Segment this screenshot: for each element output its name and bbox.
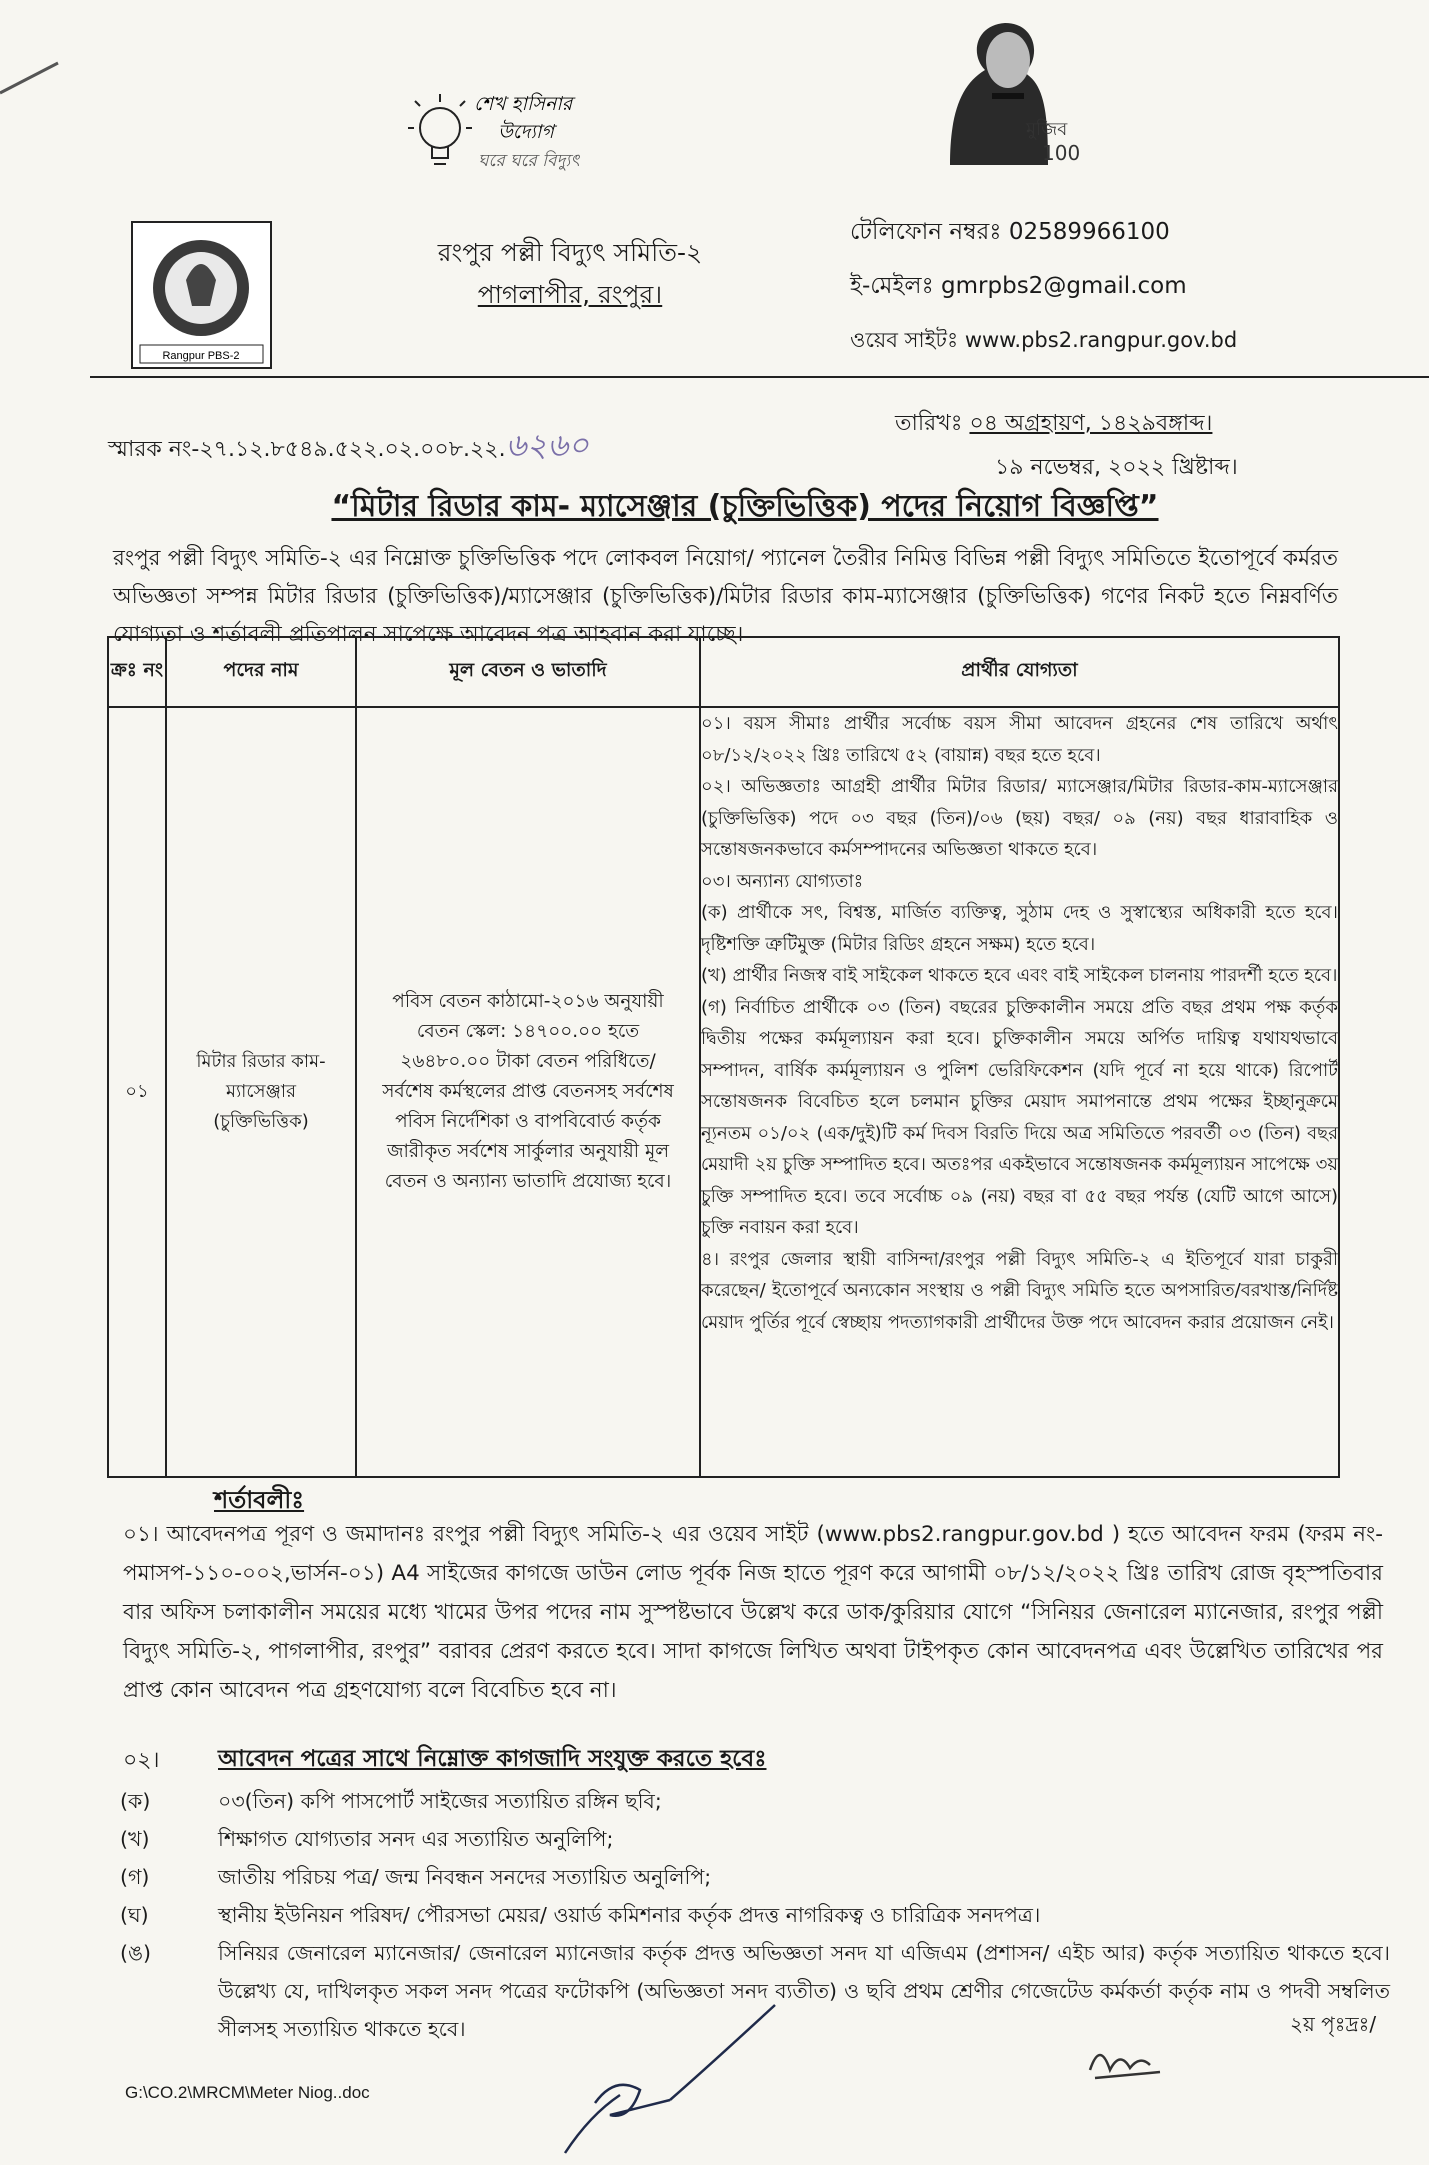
header-post: পদের নাম [166,637,356,707]
list-item-text: শিক্ষাগত যোগ্যতার সনদ এর সত্যায়িত অনুলিপি; [218,1827,614,1851]
conditions-heading: শর্তাবলীঃ [214,1486,305,1514]
header-serial: ক্রঃ নং [108,637,166,707]
mujib-100-logo [930,15,1080,175]
list-item-label: (ক) [120,1789,151,1813]
bulb-icon [400,80,630,190]
cell-qualifications [700,707,1339,1477]
list-item-label: (ঘ) [120,1903,149,1927]
memo-reference [108,420,589,474]
condition-2-heading: আবেদন পত্রের সাথে নিম্নোক্ত কাগজাদি সংযুক্ত করতে হবেঃ [218,1746,767,1772]
pbs-logo [130,220,273,370]
email: ই-মেইলঃ gmrpbs2@gmail.com [850,273,1187,299]
list-item-text: ০৩(তিন) কপি পাসপোর্ট সাইজের সত্যায়িত রঙ্গিন ছবি; [218,1789,662,1813]
telephone: টেলিফোন নম্বরঃ 02589966100 [850,219,1170,245]
gear-bulb-icon [130,220,273,370]
qualification-other-b: (খ) প্রার্থীর নিজস্ব বাই সাইকেল থাকতে হবে এবং বাই সাইকেল চালনায় পারদর্শী হতে হবে। [701,965,1338,986]
portrait-icon [930,15,1080,175]
qualification-other-a: (ক) প্রার্থীকে সৎ, বিশ্বস্ত, মার্জিত ব্যক্তিত্ব, সুঠাম দেহ ও সুস্বাস্থ্যের অধিকারী হতে হবে। দৃষ্টিশক্তি ত্রুটিমুক্ত (মিটার রিডিং গ্রহনে সক্ষম) হতে হবে। [701,902,1338,955]
signature-initial [1080,2030,1180,2090]
list-item-label: (খ) [120,1827,150,1851]
mujib-text: মুজিব [1026,119,1068,140]
memo-ref-text: স্মারক নং-২৭.১২.৮৫৪৯.৫২২.০২.০০৮.২২. [108,437,506,462]
list-item-label: (ঙ) [120,1941,152,1965]
memo-ref-handwritten: ৬২৬০ [505,426,589,464]
table-header-row [108,637,1339,707]
org-address: পাগলাপীর, রংপুর। [477,280,663,309]
header-divider [90,376,1429,378]
salary-text: পবিস বেতন কাঠামো-২০১৬ অনুযায়ী বেতন স্কেল: ১৪৭০০.০০ হতে ২৬৪৮০.০০ টাকা বেতন পরিধিতে/সর্বশেষ কর্মস্থলের প্রাপ্ত বেতনসহ সর্বশেষ পবিস নির্দেশিকা ও বাপবিবোর্ড কর্তৃক জারীকৃত সর্বশেষ সার্কুলার অনুযায়ী মূল বেতন ও অন্যান্য ভাতাদি প্রযোজ্য হবে। [382,991,674,1192]
list-item [120,1782,1390,1820]
qualification-experience: ০২। অভিজ্ঞতাঃ আগ্রহী প্রার্থীর মিটার রিডার/ ম্যাসেঞ্জার/মিটার রিডার-কাম-ম্যাসেঞ্জার (চুক্তিভিত্তিক) পদে ০৩ বছর (তিন)/০৬ (ছয়) বছর/ ০৯ (নয়) বছর ধারাবাহিক ও সন্তোষজনকভাবে কর্মসম্পাদনের অভিজ্ঞতা থাকতে হবে। [701,776,1338,860]
pen-mark [0,55,60,95]
organization-block [330,232,810,316]
date-bangla: ০৪ অগ্রহায়ণ, ১৪২৯বঙ্গাব্দ। [969,411,1213,436]
table-row [108,707,1339,1477]
org-name: রংপুর পল্লী বিদ্যুৎ সমিতি-২ [437,238,703,267]
cell-salary [356,707,700,1477]
requirements-table [107,636,1340,1478]
condition-2-number: ০২। [123,1748,160,1773]
campaign-line2: উদ্যোগ [498,121,554,143]
list-item [120,1820,1390,1858]
qualification-other-c: (গ) নির্বাচিত প্রার্থীকে ০৩ (তিন) বছরের চুক্তিকালীন সময়ে প্রতি বছর প্রথম পক্ষ কর্তৃক দ্বিতীয় পক্ষের কর্মমূল্যায়ন করা হবে। চুক্তিকালীন সময়ে অর্পিত দায়িত্ব যথাযথভাবে সম্পাদন, বার্ষিক কর্মমূল্যায়ন ও পুলিশ ভেরিফিকেশন (যদি পূর্বে না হয়ে থাকে) রিপোর্ট সন্তোষজনক বিবেচিত হলে চলমান চুক্তির মেয়াদ সমাপনান্তে প্রথম পক্ষের ইচ্ছানুক্রমে ন্যূনতম ০১/০২ (এক/দুই)টি কর্ম দিবস বিরতি দিয়ে অত্র সমিতিতে পরবর্তী ০৩ (তিন) বছর মেয়াদী ২য় চুক্তি সম্পাদিত হবে। অতঃপর একইভাবে সন্তোষজনক কর্মমূল্যায়ন সাপেক্ষে ৩য় চুক্তি সম্পাদিত হবে। তবে সর্বোচ্চ ০৯ (নয়) বছর বা ৫৫ বছর পর্যন্ত (যেটি আগে আসে) চুক্তি নবায়ন করা হবে। [701,996,1338,1238]
campaign-line1: শেখ হাসিনার [474,93,573,115]
next-page-note: ২য় পৃঃদ্রঃ/ [1290,2012,1377,2036]
list-item-text: জাতীয় পরিচয় পত্র/ জন্ম নিবন্ধন সনদের সত্যায়িত অনুলিপি; [218,1865,712,1889]
list-item [120,1896,1390,1934]
contact-block [850,205,1237,367]
header-qualification: প্রার্থীর যোগ্যতা [700,637,1339,707]
website: ওয়েব সাইটঃ www.pbs2.rangpur.gov.bd [850,328,1238,352]
date-block [895,402,1238,490]
list-item-label: (গ) [120,1865,150,1889]
signature-main [560,1995,780,2160]
date-label: তারিখঃ [895,411,963,436]
header-salary: মূল বেতন ও ভাতাদি [356,637,700,707]
list-item-text: সিনিয়র জেনারেল ম্যানেজার/ জেনারেল ম্যানেজার কর্তৃক প্রদত্ত অভিজ্ঞতা সনদ যা এজিএম (প্রশাসন/ এইচ আর) কর্তৃক সত্যায়িত থাকতে হবে। উল্লেখ্য যে, দাখিলকৃত সকল সনদ পত্রের ফটোকপি (অভিজ্ঞতা সনদ ব্যতীত) ও ছবি প্রথম শ্রেণীর গেজেটেড কর্মকর্তা কর্তৃক নাম ও পদবী সম্বলিত সীলসহ সত্যায়িত থাকতে হবে। [218,1941,1390,2041]
qualification-other-heading: ০৩। অন্যান্য যোগ্যতাঃ [701,870,864,892]
date-english: ১৯ নভেম্বর, ২০২২ খ্রিষ্টাব্দ। [995,455,1238,480]
condition-1: ০১। আবেদনপত্র পূরণ ও জমাদানঃ রংপুর পল্লী বিদ্যুৎ সমিতি-২ এর ওয়েব সাইট (www.pbs2.rangpur.gov.bd ) হতে আবেদন ফরম (ফরম নং-পমাসপ-১১০-০০২,ভার্সন-০১) A4 সাইজের কাগজে ডাউন লোড পূর্বক নিজ হাতে পূরণ করে আগামী ০৮/১২/২০২২ খ্রিঃ তারিখ রোজ বৃহস্পতিবার বার অফিস চলাকালীন সময়ের মধ্যে খামের উপর পদের নাম সুস্পষ্টভাবে উল্লেখ করে ডাক/কুরিয়ার যোগে “সিনিয়র জেনারেল ম্যানেজার, রংপুর পল্লী বিদ্যুৎ সমিতি-২, পাগলাপীর, রংপুর” বরাবর প্রেরণ করতে হবে। সাদা কাগজে লিখিত অথবা টাইপকৃত কোন আবেদনপত্র এবং উল্লেখিত তারিখের পর প্রাপ্ত কোন আবেদন পত্র গ্রহণযোগ্য বলে বিবেচিত হবে না। [123,1522,1383,1703]
qualification-age: ০১। বয়স সীমাঃ প্রার্থীর সর্বোচ্চ বয়স সীমা আবেদন গ্রহনের শেষ তারিখে অর্থাৎ ০৮/১২/২০২২ খ্রিঃ তারিখে ৫২ (বায়ান্ন) বছর হতে হবে। [701,713,1338,766]
page-title: “মিটার রিডার কাম- ম্যাসেঞ্জার (চুক্তিভিত্তিক) পদের নিয়োগ বিজ্ঞপ্তি” [331,489,1159,524]
file-path: G:\CO.2\MRCM\Meter Niog..doc [125,2083,370,2102]
campaign-line3: ঘরে ঘরে বিদ্যুৎ [478,151,580,171]
cell-post: মিটার রিডার কাম-ম্যাসেঞ্জার (চুক্তিভিত্তিক) [166,707,356,1477]
campaign-logo [400,80,630,190]
mujib-year: 100 [1042,141,1080,165]
cell-serial: ০১ [108,707,166,1477]
intro-paragraph: রংপুর পল্লী বিদ্যুৎ সমিতি-২ এর নিম্নোক্ত চুক্তিভিত্তিক পদে লোকবল নিয়োগ/ প্যানেল তৈরীর নিমিত্ত বিভিন্ন পল্লী বিদ্যুৎ সমিতিতে ইতোপূর্বে কর্মরত অভিজ্ঞতা সম্পন্ন মিটার রিডার (চুক্তিভিত্তিক)/ম্যাসেঞ্জার (চুক্তিভিত্তিক)/মিটার রিডার কাম-ম্যাসেঞ্জার (চুক্তিভিত্তিক) গণের নিকট হতে নিম্নবর্ণিত যোগ্যতা ও শর্তাবলী প্রতিপালন সাপেক্ষে আবেদন পত্র আহবান করা যাচ্ছে। [113,546,1338,647]
list-item-text: স্থানীয় ইউনিয়ন পরিষদ/ পৌরসভা মেয়র/ ওয়ার্ড কমিশনার কর্তৃক প্রদত্ত নাগরিকত্ব ও চারিত্রিক সনদপত্র। [218,1903,1041,1927]
pbs-logo-text: Rangpur PBS-2 [162,350,240,362]
list-item [120,1858,1390,1896]
qualification-restriction: ৪। রংপুর জেলার স্থায়ী বাসিন্দা/রংপুর পল্লী বিদ্যুৎ সমিতি-২ এ ইতিপূর্বে যারা চাকুরী করেছেন/ ইতোপূর্বে অন্যকোন সংস্থায় ও পল্লী বিদ্যুৎ সমিতি হতে অপসারিত/বরখাস্ত/নির্দিষ্ট মেয়াদ পুর্তির পূর্বে স্বেচ্ছায় পদত্যাগকারী প্রার্থীদের উক্ত পদে আবেদন করার প্রয়োজন নেই। [701,1248,1338,1333]
